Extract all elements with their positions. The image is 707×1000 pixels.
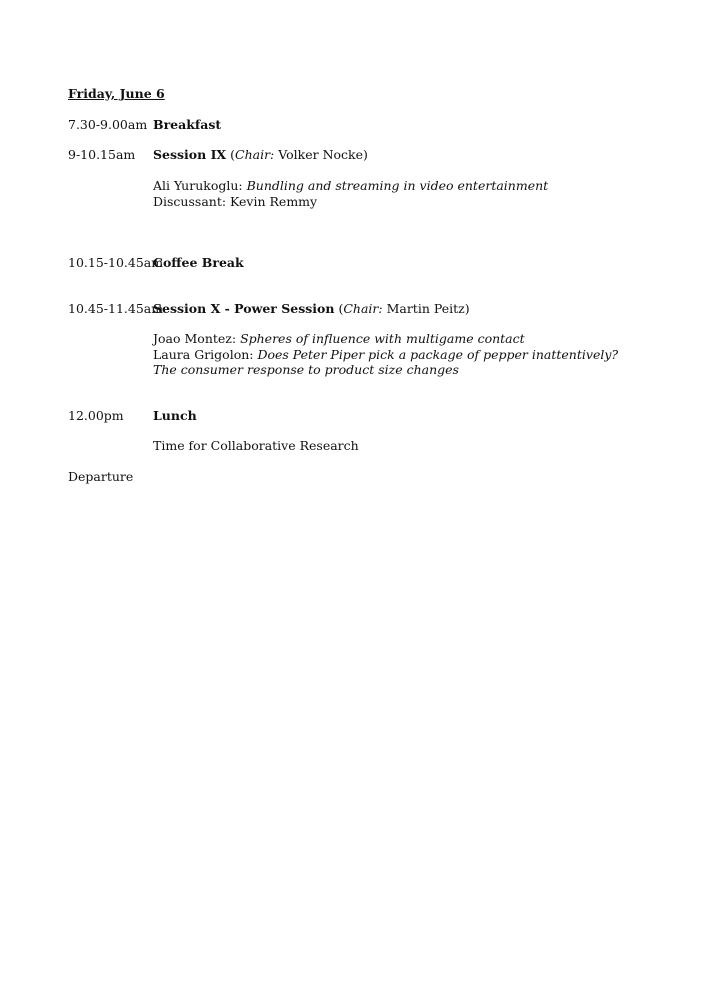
time-breakfast: 7.30-9.00am (68, 117, 148, 132)
session-x-header (153, 301, 653, 316)
time-session-ix: 9-10.15am (68, 147, 136, 162)
session-x-chair-label: Chair: (343, 301, 383, 316)
session-ix-title: Session IX (153, 147, 227, 162)
session-x-chair-open: ( (338, 301, 344, 316)
paper-title: Does Peter Piper pick a package of pepper inattentively? The consumer response to product size changes (153, 346, 619, 377)
time-coffee-break: 10.15-10.45am (68, 255, 164, 270)
title-coffee-break: Coffee Break (153, 255, 244, 270)
paper-title: Spheres of influence with multigame contact (240, 331, 525, 346)
session-x-chair-name: Martin Peitz) (382, 301, 470, 316)
day-heading: Friday, June 6 (68, 86, 165, 101)
departure: Departure (68, 469, 134, 484)
title-breakfast: Breakfast (153, 117, 222, 132)
session-ix-header (153, 147, 653, 162)
session-ix-paper-1 (153, 178, 653, 209)
time-session-x: 10.45-11.45am (68, 301, 164, 316)
paper-title: Bundling and streaming in video entertainment (246, 178, 549, 193)
paper-author: Laura Grigolon: (153, 346, 258, 362)
session-x-title: Session X - Power Session (153, 301, 335, 316)
time-lunch: 12.00pm (68, 408, 124, 423)
title-lunch: Lunch (153, 408, 197, 423)
session-ix-chair-label: Chair: (235, 147, 275, 162)
session-ix-discussant: Discussant: Kevin Remmy (153, 193, 318, 209)
paper-author: Ali Yurukoglu: (153, 178, 247, 193)
lunch-note: Time for Collaborative Research (153, 438, 359, 453)
session-ix-chair-open: ( (230, 147, 236, 162)
session-x-papers (153, 331, 633, 378)
session-ix-chair-name: Volker Nocke) (274, 147, 368, 162)
paper-author: Joao Montez: (153, 331, 241, 346)
